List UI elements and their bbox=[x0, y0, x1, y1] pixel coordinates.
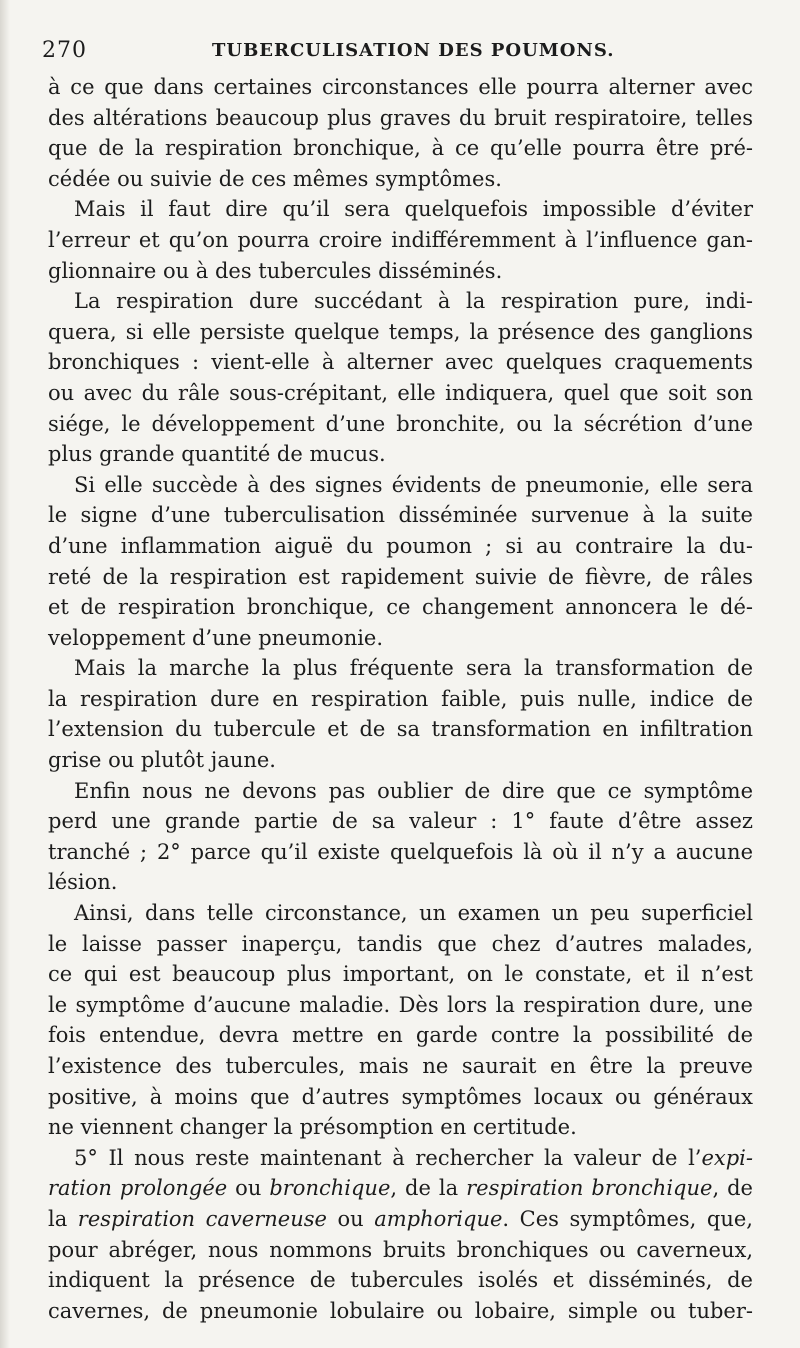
text-line: que de la respiration bronchique, à ce qu’elle pourra être pré- bbox=[48, 136, 753, 161]
text-line: le signe d’une tuberculisation disséminée survenue à la suite bbox=[48, 503, 753, 528]
italic-term: expi- bbox=[701, 1145, 753, 1170]
text-line: perd une grande partie de sa valeur : 1° faute d’être assez bbox=[48, 809, 753, 834]
text-line: fois entendue, devra mettre en garde contre la possibilité de bbox=[48, 1023, 753, 1048]
text-segment: , de bbox=[712, 1176, 753, 1201]
text-line: plus grande quantité de mucus. bbox=[48, 442, 386, 467]
text-segment: , de la bbox=[390, 1176, 467, 1201]
text-line: ne viennent changer la présomption en certitude. bbox=[48, 1115, 577, 1140]
text-line: à ce que dans certaines circonstances elle pourra alterner avec bbox=[48, 75, 753, 99]
text-line: glionnaire ou à des tubercules disséminés. bbox=[48, 258, 503, 283]
text-line: l’extension du tubercule et de sa transformation en infiltration bbox=[48, 717, 753, 742]
body-text bbox=[48, 72, 753, 1326]
text-line: tranché ; 2° parce qu’il existe quelquefois là où il n’y a aucune bbox=[48, 839, 753, 864]
text-segment: 5° Il nous reste maintenant à rechercher la valeur de l’ bbox=[74, 1145, 702, 1170]
paragraph-start-line: Ainsi, dans telle circonstance, un examen un peu superficiel bbox=[74, 901, 753, 926]
text-line: pour abréger, nous nommons bruits bronchiques ou caverneux, bbox=[48, 1237, 753, 1262]
italic-term: amphorique bbox=[374, 1206, 503, 1231]
text-line: des altérations beaucoup plus graves du bruit respiratoire, telles bbox=[48, 105, 753, 130]
text-line: et de respiration bronchique, ce changement annoncera le dé- bbox=[48, 595, 753, 620]
paragraph-start-line: Mais il faut dire qu’il sera quelquefois impossible d’éviter bbox=[74, 197, 753, 222]
text-line: grise ou plutôt jaune. bbox=[48, 748, 276, 773]
text-segment: ou bbox=[326, 1206, 375, 1231]
text-line: reté de la respiration est rapidement suivie de fièvre, de râles bbox=[48, 564, 753, 589]
italic-term: respiration bronchique bbox=[466, 1176, 713, 1201]
running-head bbox=[42, 38, 762, 64]
text-line: le symptôme d’aucune maladie. Dès lors la respiration dure, une bbox=[48, 992, 753, 1017]
paragraph-start-line: La respiration dure succédant à la respiration pure, indi- bbox=[74, 289, 753, 314]
text-line: l’erreur et qu’on pourra croire indifféremment à l’influence gan- bbox=[48, 227, 753, 252]
text-line: ce qui est beaucoup plus important, on le constate, et il n’est bbox=[48, 962, 753, 987]
text-line: positive, à moins que d’autres symptômes locaux ou généraux bbox=[48, 1084, 753, 1109]
text-line: l’existence des tubercules, mais ne saurait en être la preuve bbox=[48, 1054, 753, 1078]
text-line: ou avec du râle sous-crépitant, elle indiquera, quel que soit son bbox=[48, 380, 753, 405]
text-line: la respiration dure en respiration faible, puis nulle, indice de bbox=[48, 686, 753, 711]
text-line: cavernes, de pneumonie lobulaire ou lobaire, simple ou tuber- bbox=[48, 1298, 753, 1323]
text-line: veloppement d’une pneumonie. bbox=[48, 625, 384, 650]
text-segment: . Ces symptômes, que, bbox=[502, 1206, 753, 1231]
text-segment: la bbox=[48, 1206, 78, 1231]
italic-term: ration prolongée bbox=[48, 1176, 228, 1201]
text-line bbox=[48, 1173, 753, 1204]
text-line: cédée ou suivie de ces mêmes symptômes. bbox=[48, 166, 502, 191]
text-line: quera, si elle persiste quelque temps, la présence des ganglions bbox=[48, 319, 753, 344]
page-number: 270 bbox=[42, 38, 87, 63]
text-line bbox=[48, 1204, 753, 1235]
text-line: bronchiques : vient-elle à alterner avec quelques craquements bbox=[48, 350, 753, 375]
paragraph-start-line: Si elle succède à des signes évidents de pneumonie, elle sera bbox=[74, 472, 753, 497]
paragraph-start-line: Enfin nous ne devons pas oublier de dire que ce symptôme bbox=[74, 778, 753, 803]
text-line: siége, le développement d’une bronchite, ou la sécrétion d’une bbox=[48, 411, 753, 436]
paragraph-start-line bbox=[48, 1143, 753, 1174]
paragraph-start-line: Mais la marche la plus fréquente sera la transformation de bbox=[74, 656, 753, 681]
text-segment: ou bbox=[227, 1176, 270, 1201]
text-line: d’une inflammation aiguë du poumon ; si au contraire la du- bbox=[48, 533, 753, 558]
italic-term: respiration caverneuse bbox=[77, 1206, 327, 1231]
running-title: TUBERCULISATION DES POUMONS. bbox=[212, 40, 615, 61]
text-line: lésion. bbox=[48, 870, 118, 895]
text-line: le laisse passer inaperçu, tandis que chez d’autres malades, bbox=[48, 931, 753, 956]
italic-term: bronchique bbox=[269, 1176, 391, 1201]
text-line: indiquent la présence de tubercules isolés et disséminés, de bbox=[48, 1268, 753, 1293]
